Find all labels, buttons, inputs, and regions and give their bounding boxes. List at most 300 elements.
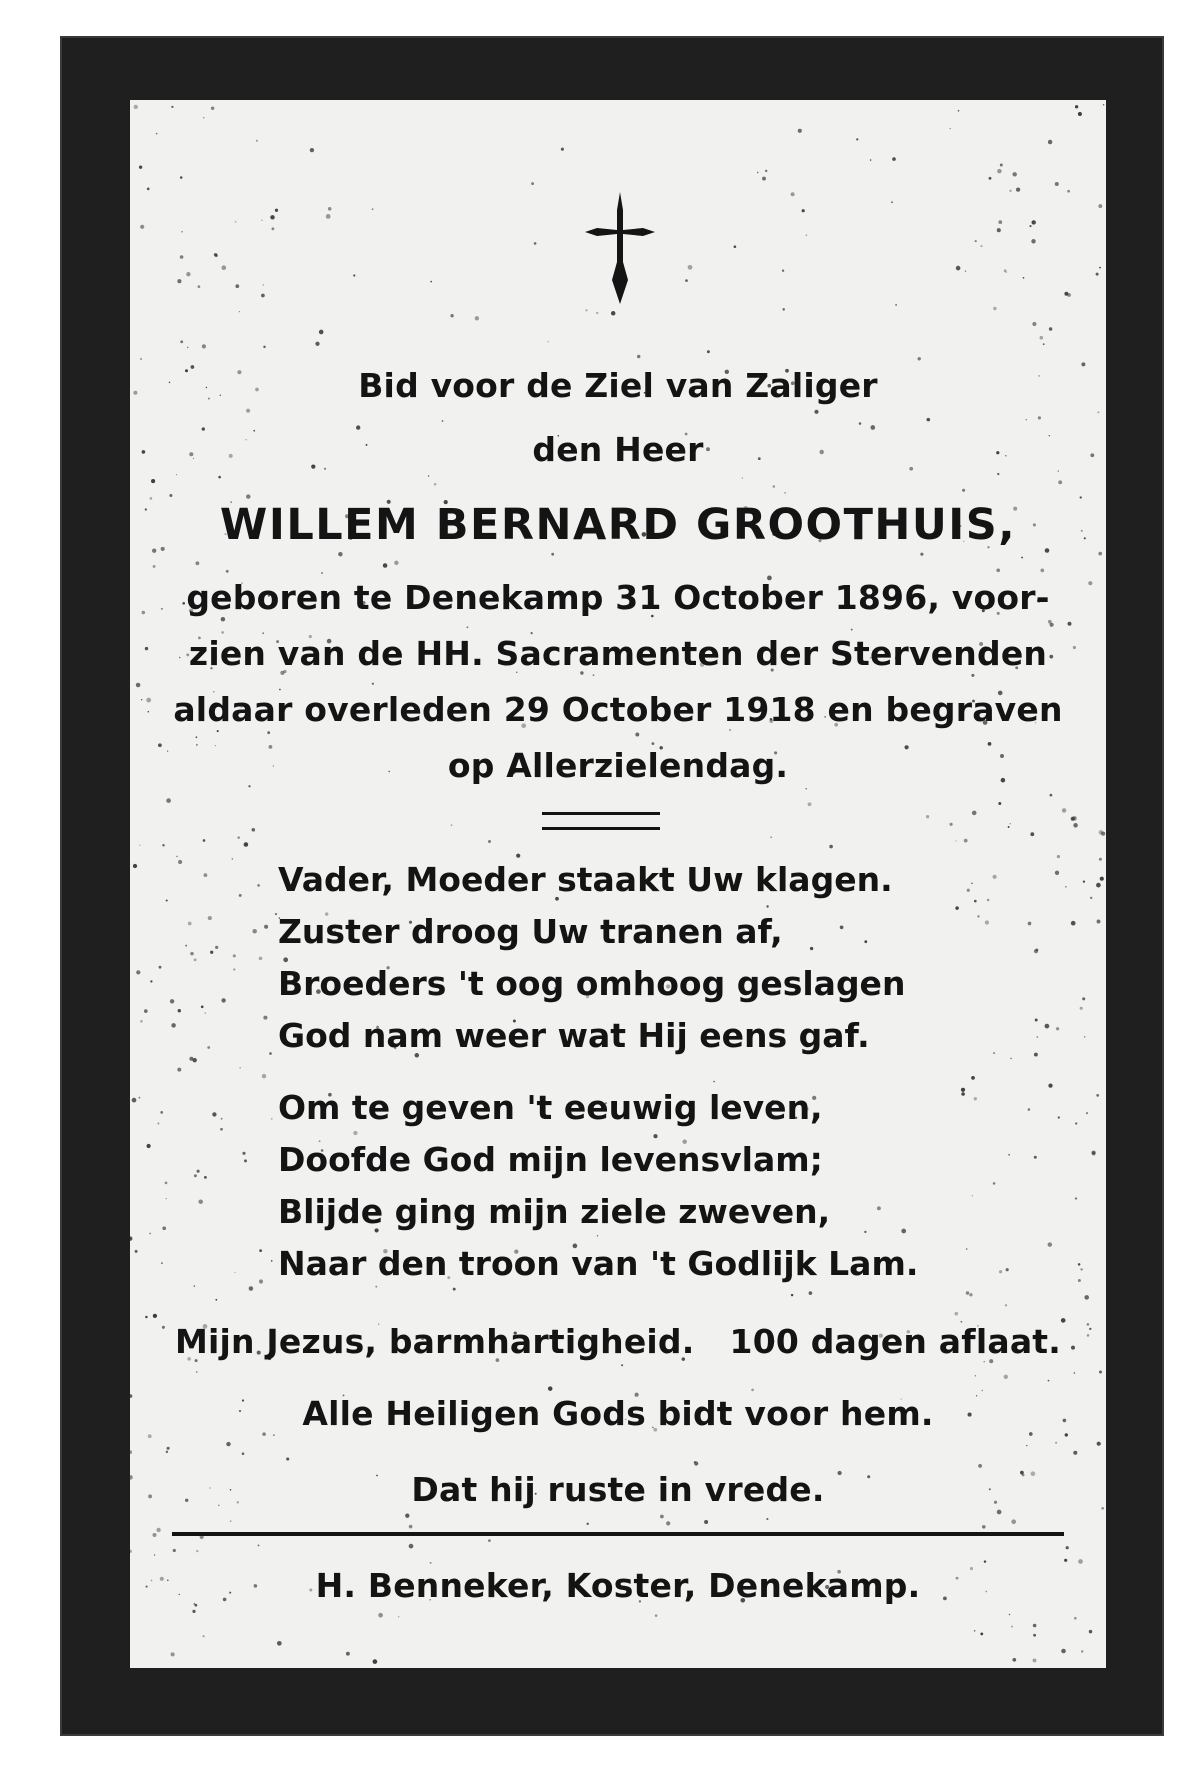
speckle	[950, 128, 951, 129]
speckle	[338, 552, 342, 556]
speckle	[156, 1528, 160, 1532]
speckle	[221, 265, 226, 270]
speckle	[176, 856, 178, 858]
speckle	[982, 1525, 985, 1528]
speckle	[211, 106, 214, 109]
speckle	[958, 110, 960, 112]
speckle	[1012, 172, 1016, 176]
speckle	[585, 309, 587, 311]
speckle	[1034, 1053, 1038, 1057]
speckle	[965, 270, 966, 271]
speckle	[177, 279, 181, 283]
speckle	[1084, 1036, 1086, 1038]
prayer-heading: Bid voor de Ziel van Zaliger	[358, 366, 878, 405]
speckle	[1103, 104, 1104, 105]
speckle	[971, 1076, 975, 1080]
speckle	[475, 316, 479, 320]
speckle	[1055, 871, 1059, 875]
speckle	[877, 1206, 881, 1210]
speckle	[196, 1371, 198, 1373]
speckle	[150, 980, 152, 982]
speckle	[375, 1286, 377, 1288]
speckle	[955, 840, 956, 841]
verse-line: Vader, Moeder staakt Uw klagen.	[278, 860, 893, 899]
speckle	[1033, 1658, 1037, 1662]
speckle	[802, 209, 805, 212]
speckle	[974, 900, 977, 903]
speckle	[262, 1074, 266, 1078]
speckle	[267, 731, 270, 734]
speckle	[201, 1005, 204, 1008]
speckle	[1075, 105, 1078, 108]
speckle	[204, 873, 208, 877]
speckle	[1074, 1617, 1077, 1620]
speckle	[1092, 1151, 1096, 1155]
speckle	[1089, 1630, 1092, 1633]
speckle	[257, 884, 260, 887]
speckle	[864, 1231, 866, 1233]
speckle	[829, 845, 833, 849]
speckle	[453, 1288, 456, 1291]
speckle	[271, 1260, 273, 1262]
speckle	[810, 947, 813, 950]
speckle	[1078, 112, 1082, 116]
speckle	[148, 1434, 152, 1438]
speckle	[197, 285, 200, 288]
speckle	[192, 1610, 195, 1613]
speckle	[188, 922, 192, 926]
speckle	[892, 157, 896, 161]
speckle	[246, 494, 250, 498]
speckle	[1050, 794, 1053, 797]
speckle	[215, 254, 218, 257]
speckle	[203, 839, 206, 842]
speckle	[180, 255, 184, 259]
speckle	[394, 561, 398, 565]
indulgence-prayer: Mijn Jezus, barmhartigheid. 100 dagen aflaat.	[174, 1322, 1061, 1361]
speckle	[1078, 1279, 1081, 1282]
speckle	[784, 492, 786, 494]
speckle	[166, 1451, 168, 1453]
verse-line: God nam weer wat Hij eens gaf.	[278, 1016, 870, 1055]
speckle	[149, 1233, 151, 1235]
speckle	[232, 858, 233, 859]
speckle	[1043, 343, 1045, 345]
speckle	[1057, 855, 1060, 858]
speckle	[757, 172, 759, 174]
speckle	[171, 1652, 175, 1656]
speckle	[782, 308, 784, 310]
speckle	[239, 1067, 240, 1068]
speckle	[1075, 1197, 1077, 1199]
verse-line: Broeders 't oog omhoog geslagen	[278, 964, 906, 1003]
speckle	[1033, 1634, 1036, 1637]
speckle	[1000, 164, 1003, 167]
speckle	[372, 208, 374, 210]
speckle	[136, 683, 141, 688]
speckle	[166, 1198, 167, 1199]
speckle	[130, 1450, 132, 1454]
speckle	[372, 683, 374, 685]
speckle	[980, 245, 982, 247]
printer-credit: H. Benneker, Koster, Denekamp.	[315, 1566, 921, 1605]
verse-line: Zuster droog Uw tranen af,	[278, 912, 783, 951]
speckle	[997, 228, 1001, 232]
speckle	[135, 1250, 138, 1253]
speckle	[180, 176, 183, 179]
speckle	[955, 906, 958, 909]
speckle	[319, 330, 324, 335]
speckle	[809, 1291, 813, 1295]
speckle	[972, 811, 977, 816]
speckle	[1055, 182, 1059, 186]
speckle	[1038, 416, 1041, 419]
speckle	[144, 1009, 148, 1013]
speckle	[1067, 190, 1070, 193]
speckle	[1045, 1024, 1050, 1029]
speckle	[516, 854, 520, 858]
speckle	[974, 1097, 977, 1100]
speckle	[891, 201, 893, 203]
speckle	[805, 788, 806, 789]
speckle	[1065, 1433, 1068, 1436]
speckle	[326, 214, 331, 219]
speckle	[383, 563, 388, 568]
speckle	[987, 899, 990, 902]
speckle	[982, 1390, 984, 1392]
speckle	[548, 341, 549, 342]
speckle	[409, 1544, 414, 1549]
speckle	[983, 1361, 984, 1362]
speckle	[978, 1464, 982, 1468]
speckle	[140, 358, 142, 360]
speckle	[961, 1088, 965, 1092]
speckle	[315, 342, 319, 346]
speckle	[244, 842, 249, 847]
speckle	[1080, 496, 1082, 498]
speckle	[977, 915, 979, 917]
speckle	[264, 925, 268, 929]
speckle	[259, 957, 263, 961]
speckle	[208, 916, 212, 920]
speckle	[1035, 1019, 1038, 1022]
speckle	[186, 272, 190, 276]
speckle	[450, 314, 453, 317]
speckle	[169, 494, 172, 497]
speckle	[286, 1457, 289, 1460]
speckle	[277, 1641, 282, 1646]
speckle	[729, 729, 731, 731]
speckle	[430, 281, 432, 283]
speckle	[1099, 1371, 1102, 1374]
speckle	[166, 798, 171, 803]
speckle	[258, 1544, 260, 1546]
speckle	[154, 1554, 155, 1555]
speckle	[975, 1375, 977, 1377]
speckle	[593, 674, 595, 676]
speckle	[153, 1314, 157, 1318]
speckle	[984, 1560, 986, 1562]
speckle	[791, 192, 795, 196]
speckle	[246, 409, 250, 413]
speckle	[218, 476, 221, 479]
speckle	[215, 1299, 217, 1301]
speckle	[167, 1447, 170, 1450]
speckle	[762, 177, 766, 181]
memorial-card	[130, 100, 1106, 1668]
speckle	[1066, 1546, 1069, 1549]
speckle	[635, 733, 639, 737]
speckle	[210, 951, 213, 954]
speckle	[966, 1291, 969, 1294]
speckle	[688, 265, 693, 270]
bottom-rule-divider	[172, 1532, 1064, 1536]
speckle	[151, 479, 155, 483]
speckle	[162, 1226, 166, 1230]
speckle	[971, 882, 973, 884]
speckle	[998, 220, 1002, 224]
speckle	[378, 1613, 383, 1618]
speckle	[734, 245, 737, 248]
speckle	[1026, 419, 1027, 420]
speckle	[328, 207, 332, 211]
speckle	[430, 1562, 432, 1564]
speckle	[1006, 272, 1007, 273]
detail-line: zien van de HH. Sacramenten der Stervenden	[188, 634, 1048, 673]
speckle	[405, 1514, 409, 1518]
speckle	[203, 1635, 205, 1637]
speckle	[270, 215, 274, 219]
latin-cross-icon	[585, 192, 655, 304]
speckle	[806, 234, 808, 236]
speckle	[1016, 187, 1020, 191]
speckle	[152, 1533, 156, 1537]
speckle	[870, 159, 872, 161]
speckle	[766, 1518, 768, 1520]
speckle	[310, 148, 314, 152]
speckle	[1031, 220, 1035, 224]
speckle	[1023, 277, 1025, 279]
speckle	[130, 1550, 132, 1553]
speckle	[1026, 1445, 1027, 1446]
speckle	[798, 129, 802, 133]
speckle	[189, 1057, 193, 1061]
speckle	[237, 836, 240, 839]
speckle	[194, 1285, 195, 1286]
speckle	[139, 845, 140, 846]
deceased-name: WILLEM BERNARD GROOTHUIS,	[219, 500, 1017, 550]
speckle	[1056, 1027, 1059, 1030]
speckle	[1011, 1519, 1016, 1524]
speckle	[1080, 1007, 1083, 1010]
speckle	[156, 133, 158, 135]
speckle	[488, 840, 491, 843]
speckle	[145, 1316, 148, 1319]
speckle	[955, 1312, 959, 1316]
speckle	[1078, 1263, 1081, 1266]
speckle	[1040, 336, 1044, 340]
speckle	[242, 1452, 245, 1455]
speckle	[269, 1052, 272, 1055]
speckle	[256, 140, 258, 142]
speckle	[782, 270, 784, 272]
speckle	[1071, 817, 1075, 821]
speckle	[587, 1523, 589, 1525]
verse-line: Blijde ging mijn ziele zweven,	[278, 1192, 831, 1231]
speckle	[233, 954, 236, 957]
speckle	[895, 304, 897, 306]
speckle	[160, 1111, 163, 1114]
speckle	[859, 422, 862, 425]
speckle	[165, 1182, 168, 1185]
speckle	[1028, 1108, 1031, 1111]
speckle	[181, 231, 182, 232]
speckle	[1048, 620, 1052, 624]
rest-in-peace: Dat hij ruste in vrede.	[411, 1470, 825, 1509]
speckle	[1058, 1116, 1060, 1118]
speckle	[353, 1131, 357, 1135]
speckle	[140, 225, 144, 229]
speckle	[185, 945, 187, 947]
speckle	[1096, 1094, 1099, 1097]
speckle	[196, 1550, 198, 1552]
speckle	[147, 1144, 151, 1148]
speckle	[1011, 1626, 1013, 1628]
speckle	[966, 1248, 968, 1250]
speckle	[534, 242, 537, 245]
speckle	[653, 1134, 657, 1138]
speckle	[132, 1098, 137, 1103]
speckle	[1096, 273, 1099, 276]
speckle	[1098, 204, 1102, 208]
speckle	[207, 1046, 210, 1049]
speckle	[1071, 921, 1076, 926]
speckle	[197, 1170, 200, 1173]
speckle	[1073, 1451, 1077, 1455]
detail-line: geboren te Denekamp 31 October 1896, voor-	[186, 578, 1050, 617]
speckle	[230, 1520, 232, 1522]
speckle	[766, 905, 768, 907]
speckle	[993, 307, 996, 310]
speckle	[134, 105, 138, 109]
speckle	[694, 1461, 696, 1463]
honorific: den Heer	[532, 430, 704, 469]
speckle	[1037, 1036, 1039, 1038]
speckle	[162, 844, 165, 847]
speckle	[136, 970, 140, 974]
speckle	[1048, 140, 1052, 144]
speckle	[346, 1652, 350, 1656]
speckle	[814, 410, 818, 414]
speckle	[221, 617, 226, 622]
verse-line: Doofde God mijn levensvlam;	[278, 1140, 823, 1179]
speckle	[773, 485, 776, 488]
speckle	[1048, 1083, 1052, 1087]
speckle	[409, 1525, 413, 1529]
speckle	[147, 188, 150, 191]
speckle	[621, 1364, 623, 1366]
speckle	[597, 1235, 598, 1236]
speckle	[1005, 1304, 1007, 1306]
speckle	[1064, 1559, 1067, 1562]
speckle	[704, 1520, 708, 1524]
speckle	[1055, 1442, 1057, 1444]
speckle	[770, 836, 772, 838]
double-rule-divider	[542, 812, 660, 830]
speckle	[180, 340, 183, 343]
speckle	[234, 1272, 235, 1273]
speckle	[153, 565, 156, 568]
speckle	[140, 1020, 143, 1023]
speckle	[1010, 823, 1011, 824]
speckle	[373, 1659, 378, 1664]
speckle	[215, 946, 218, 949]
speckle	[791, 1294, 793, 1296]
speckle	[998, 802, 1001, 805]
speckle	[1062, 808, 1066, 812]
speckle	[242, 1152, 245, 1155]
speckle	[233, 968, 235, 970]
verse-line: Naar den troon van 't Godlijk Lam.	[278, 1244, 919, 1283]
speckle	[967, 889, 970, 892]
detail-line: op Allerzielendag.	[447, 746, 789, 785]
speckle	[989, 177, 992, 180]
speckle	[161, 1262, 163, 1264]
speckle	[1082, 997, 1085, 1000]
speckle	[972, 1195, 973, 1196]
speckle	[652, 742, 655, 745]
speckle	[1031, 239, 1035, 243]
speckle	[1083, 880, 1085, 882]
speckle	[901, 1229, 906, 1234]
speckle	[273, 1434, 274, 1435]
speckle	[666, 1521, 670, 1525]
speckle	[139, 166, 142, 169]
speckle	[864, 940, 867, 943]
speckle	[235, 221, 237, 223]
speckle	[1012, 1658, 1016, 1662]
verse-line: Om te geven 't eeuwig leven,	[278, 1088, 823, 1127]
speckle	[655, 1614, 658, 1617]
speckle	[964, 839, 968, 843]
speckle	[244, 1159, 247, 1162]
speckle	[1099, 267, 1101, 269]
speckle	[927, 418, 931, 422]
speckle	[1090, 897, 1092, 899]
speckle	[993, 875, 997, 879]
speckle	[1098, 552, 1102, 556]
speckle	[840, 925, 844, 929]
speckle	[157, 1123, 159, 1125]
speckle	[765, 170, 768, 173]
speckle	[1030, 832, 1034, 836]
speckle	[1032, 322, 1036, 326]
speckle	[239, 894, 242, 897]
speckle	[974, 1630, 976, 1632]
speckle	[204, 1176, 207, 1179]
speckle	[1101, 832, 1105, 836]
speckle	[178, 860, 182, 864]
speckle	[1081, 1650, 1083, 1652]
speckle	[259, 1249, 262, 1252]
speckle	[926, 815, 929, 818]
speckle	[531, 182, 534, 185]
speckle	[808, 802, 812, 806]
speckle	[1097, 1442, 1101, 1446]
speckle	[1068, 622, 1072, 626]
speckle	[596, 312, 598, 314]
speckle	[975, 240, 977, 242]
